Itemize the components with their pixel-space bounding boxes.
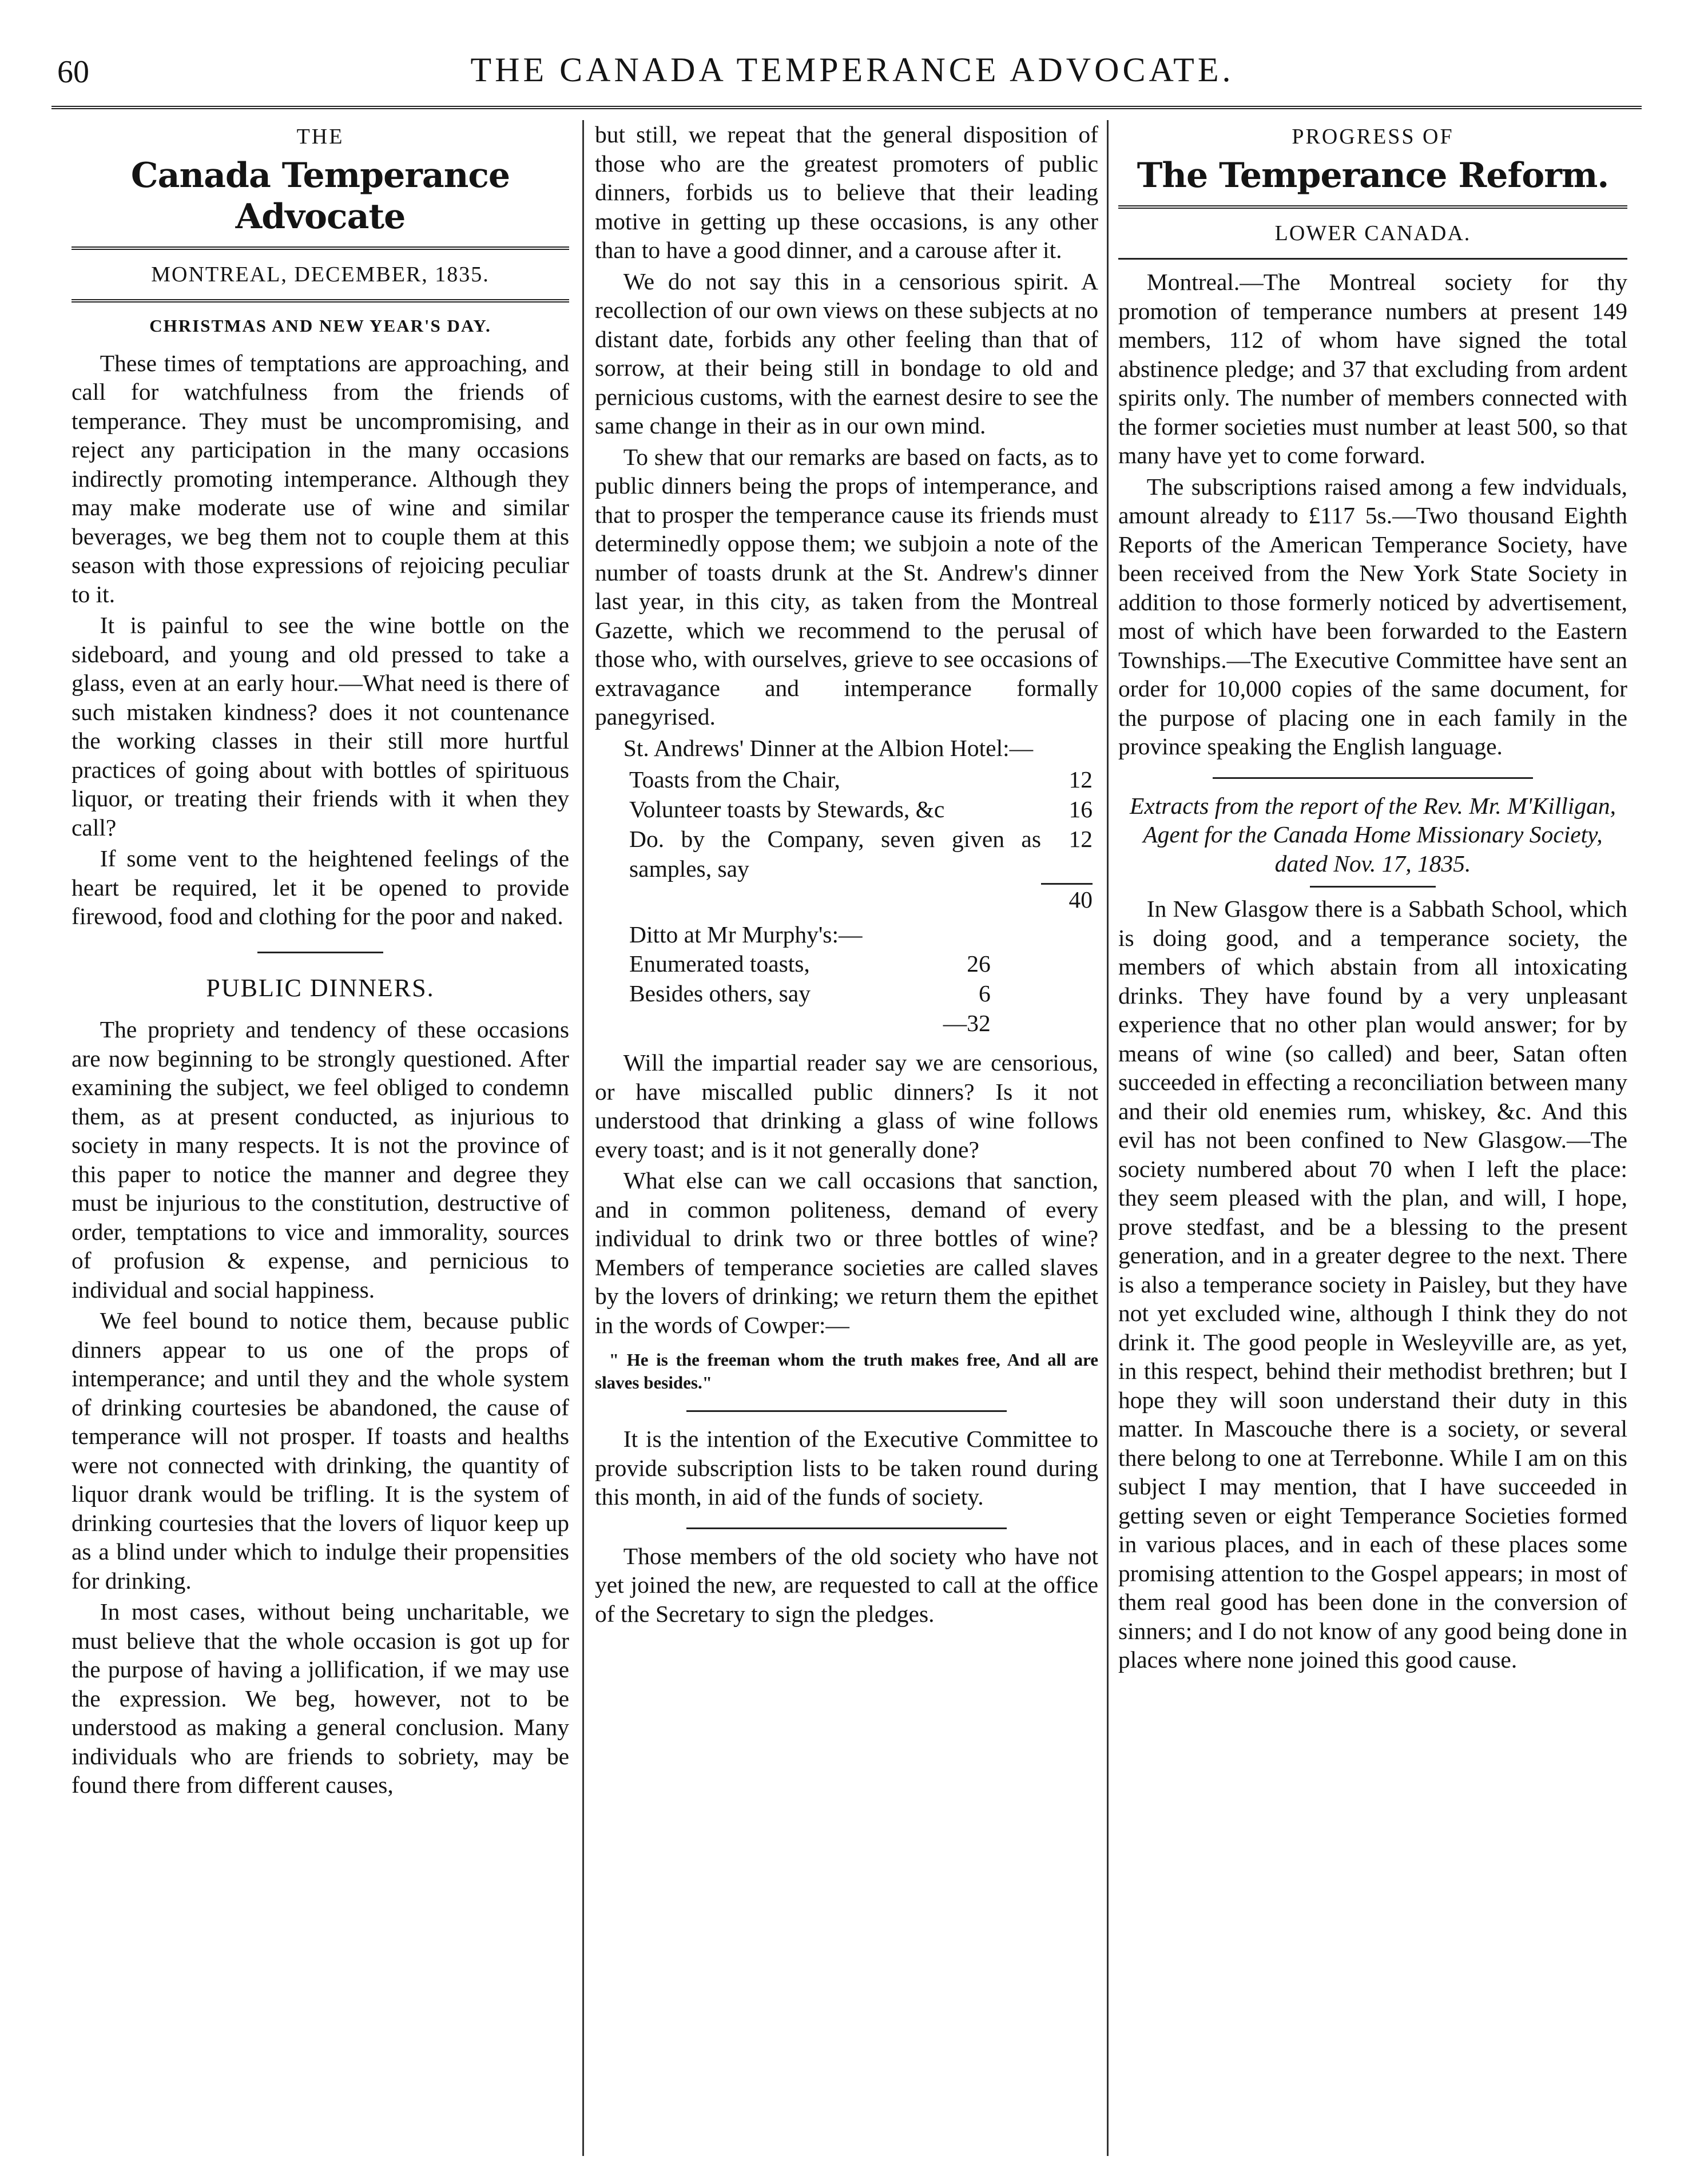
dinner-intro: St. Andrews' Dinner at the Albion Hotel:— — [623, 734, 1034, 761]
toast-value: 16 — [1069, 796, 1093, 822]
paragraph: What else can we call occasions that sanction, and in common politeness, demand of every individual to drink two or three bottles of wine? Members of temperance societies are called slaves by the lovers of drinking; we return them the epithet in the words of Cowper:— — [595, 1167, 1098, 1338]
paragraph: The subscriptions raised among a few indviduals, amount already to £117 5s.—Two thousand Eighth Reports of the American Temperance Society, have been received from the New York State Society in addition to those formerly noticed by advertisement, most of which have been forwarded to the Eastern Townships.—The Executive Committee have sent an order for 10,000 copies of the same document, for the purpose of placing one in each family in the province speaking the English language. — [1118, 473, 1627, 759]
toast-total: —32 — [943, 1010, 991, 1036]
toast-label: Volunteer toasts by Stewards, &c — [629, 796, 945, 822]
paragraph: It is painful to see the wine bottle on the sideboard, and young and old pressed to take a glass, even at an early hour.—What need is there of such mistaken kindness? does it not countenance the working classes in their still more hurtful practices of going about with bottles of spirituous liquor, or treating their friends with it when they call? — [72, 612, 569, 841]
section-rule — [686, 1410, 1007, 1412]
dateline: MONTREAL, DECEMBER, 1835. — [151, 262, 490, 287]
table-row — [629, 794, 1093, 824]
paragraph: These times of temptations are approaching, and call for watchfulness from the friends of temperance. They must be uncompromising, and reject any participation in the many occasions indirectly promoting intemperance. Although they may make moderate use of wine and similar beverages, we beg them not to couple them at this season with those expressions of rejoicing peculiar to it. — [72, 349, 569, 607]
table-row — [629, 884, 1093, 914]
toast-label: Toasts from the Chair, — [629, 766, 840, 793]
toast-value: 6 — [979, 980, 991, 1007]
table-row — [629, 1008, 991, 1038]
masthead-title: Canada Temperance Advocate — [130, 155, 510, 237]
section-rule — [1310, 886, 1436, 888]
column-left — [72, 120, 569, 2156]
section-title: The Temperance Reform. — [1137, 155, 1609, 196]
paragraph: If some vent to the heightened feelings of the heart be required, let it be opened to provide firewood, food and clothing for the poor and naked. — [72, 845, 569, 929]
column-divider — [1107, 120, 1109, 2156]
quotation: " He is the freeman whom the truth makes free, And all are slaves besides." — [595, 1350, 1098, 1393]
paragraph: The propriety and tendency of these occasions are now beginning to be strongly questioned. After examining the subject, we feel obliged to condemn them, as at present conducted, as injurious to society in many respects. It is not the province of this paper to notice the manner and degree they must be injurious to the constitution, destructive of order, temptations to vice and immorality, sources of profusion & expense, and pernicious to individual and social happiness. — [72, 1016, 569, 1303]
toast-label: Besides others, say — [629, 980, 811, 1007]
subsection-rule — [1118, 258, 1627, 260]
paragraph: Those members of the old society who have not yet joined the new, are requested to call at the office of the Secretary to sign the pledges. — [595, 1542, 1098, 1627]
section-rule — [686, 1527, 1007, 1529]
toast-list — [629, 765, 1093, 1038]
dateline-rule — [72, 299, 569, 303]
paragraph: In most cases, without being uncharitable, we must believe that the whole occasion is got up for the purpose of having a jollification, if we may use the expression. We beg, however, not to be understood as making a general conclusion. Many individuals who are friends to sobriety, may be found there from different causes, — [72, 1598, 569, 1798]
table-row — [629, 978, 991, 1008]
extract-heading: Extracts from the report of the Rev. Mr. M'Killigan, Agent for the Canada Home Missionary Society, dated Nov. 17, 1835. — [1130, 792, 1616, 877]
table-row — [629, 824, 1093, 884]
page-number: 60 — [57, 54, 89, 90]
toast-value: 12 — [1069, 826, 1093, 852]
toast-label: Do. by the Company, seven given as samples, say — [629, 826, 1041, 882]
section-rule — [1213, 777, 1533, 779]
toast-value: 12 — [1069, 766, 1093, 793]
paragraph: Montreal.—The Montreal society for thy promotion of temperance numbers at present 149 members, 112 of whom have signed the total abstinence pledge; and 37 that excluding from ardent spirits only. The number of members connected with the former societies must number at least 500, so that many have yet to come forward. — [1118, 269, 1627, 468]
toast-value: 26 — [967, 950, 991, 977]
column-divider — [582, 120, 584, 2156]
column-right — [1118, 120, 1627, 2156]
paragraph: We feel bound to notice them, because public dinners appear to us one of the props of intemperance; and until they and the whole system of drinking courtesies be abandoned, the cause of temperance will not prosper. If toasts and healths were not connected with drinking, the quantity of liquor drank would be trifling. It is the system of drinking courtesies that the lovers of liquor keep up as a blind under which to indulge their propensities for drinking. — [72, 1307, 569, 1594]
table-row — [629, 765, 1093, 794]
paragraph: but still, we repeat that the general disposition of those who are the greatest promoters of public dinners, forbids us to believe that their leading motive in getting up these occasions, is any other than to have a good dinner, and a carouse after it. — [595, 121, 1098, 263]
masthead-the: THE — [296, 125, 344, 149]
section-rule — [257, 952, 383, 953]
paragraph: It is the intention of the Executive Committee to provide subscription lists to be taken round during this month, in aid of the funds of society. — [595, 1426, 1098, 1510]
masthead-rule — [72, 246, 569, 250]
article-title: PUBLIC DINNERS. — [206, 973, 435, 1002]
header-rule — [51, 106, 1642, 109]
paragraph: To shew that our remarks are based on facts, as to public dinners being the props of intemperance, and that to prosper the temperance cause its friends must determinedly oppose them; we subjoin a note of the number of toasts drunk at the St. Andrew's dinner last year, in this city, as taken from the Montreal Gazette, which we recommend to the perusal of those who, with ourselves, grieve to see occasions of extravagance and intemperance formally panegyrised. — [595, 443, 1098, 730]
toast-label: Enumerated toasts, — [629, 950, 810, 977]
article-title: CHRISTMAS AND NEW YEAR'S DAY. — [149, 316, 491, 336]
paragraph: Will the impartial reader say we are censorious, or have miscalled public dinners? Is it not understood that drinking a glass of wine follows every toast; and is it not generally done? — [595, 1049, 1098, 1163]
section-kicker: PROGRESS OF — [1292, 125, 1454, 149]
section-rule — [1118, 205, 1627, 209]
column-middle — [595, 120, 1098, 2156]
table-row — [629, 949, 991, 978]
running-head — [51, 50, 1653, 102]
subsection-title: LOWER CANADA. — [1274, 221, 1471, 245]
paragraph: We do not say this in a censorious spirit. A recollection of our own views on these subjects at no distant date, forbids any other feeling than that of sorrow, at their being still in bondage to old and pernicious customs, with the earnest desire to see the same change in their as in our own mind. — [595, 268, 1098, 439]
toast-table — [629, 765, 1093, 914]
paragraph: In New Glasgow there is a Sabbath School, which is doing good, and a temperance society, the members of which abstain from all intoxicating drinks. They have found by a very unpleasant experience that no other plan would answer; for by means of wine (so called) and beer, Satan often succeeded in effecting a reconciliation between many and their old enemies rum, whiskey, &c. And this evil has not been confined to New Glasgow.—The society numbered about 70 when I left the place: they seem pleased with the plan, and will, I hope, prove stedfast, and be a blessing to the present generation, and in a greater degree to the next. There is also a temperance society in Paisley, but they have not yet excluded wine, although I think they do not drink it. The good people in Wesleyville are, as yet, in this respect, behind their methodist brethren; but I hope they will soon understand their duty in this matter. In Mascouche there is a society, or several there belong to one at Terrebonne. While I am on this subject I may mention, that I have succeeded in getting seven or eight Temperance Societies formed in various places, and in each of these places some promising attention to the Gospel appears; in most of them real good has been done in the conversion of sinners; and I do not know of any good being done in places where none joined this good cause. — [1118, 896, 1627, 1673]
murphy-intro: Ditto at Mr Murphy's:— — [629, 921, 863, 948]
murphy-table — [629, 949, 991, 1038]
running-title: THE CANADA TEMPERANCE ADVOCATE. — [470, 51, 1234, 89]
toast-total: 40 — [1041, 884, 1093, 914]
